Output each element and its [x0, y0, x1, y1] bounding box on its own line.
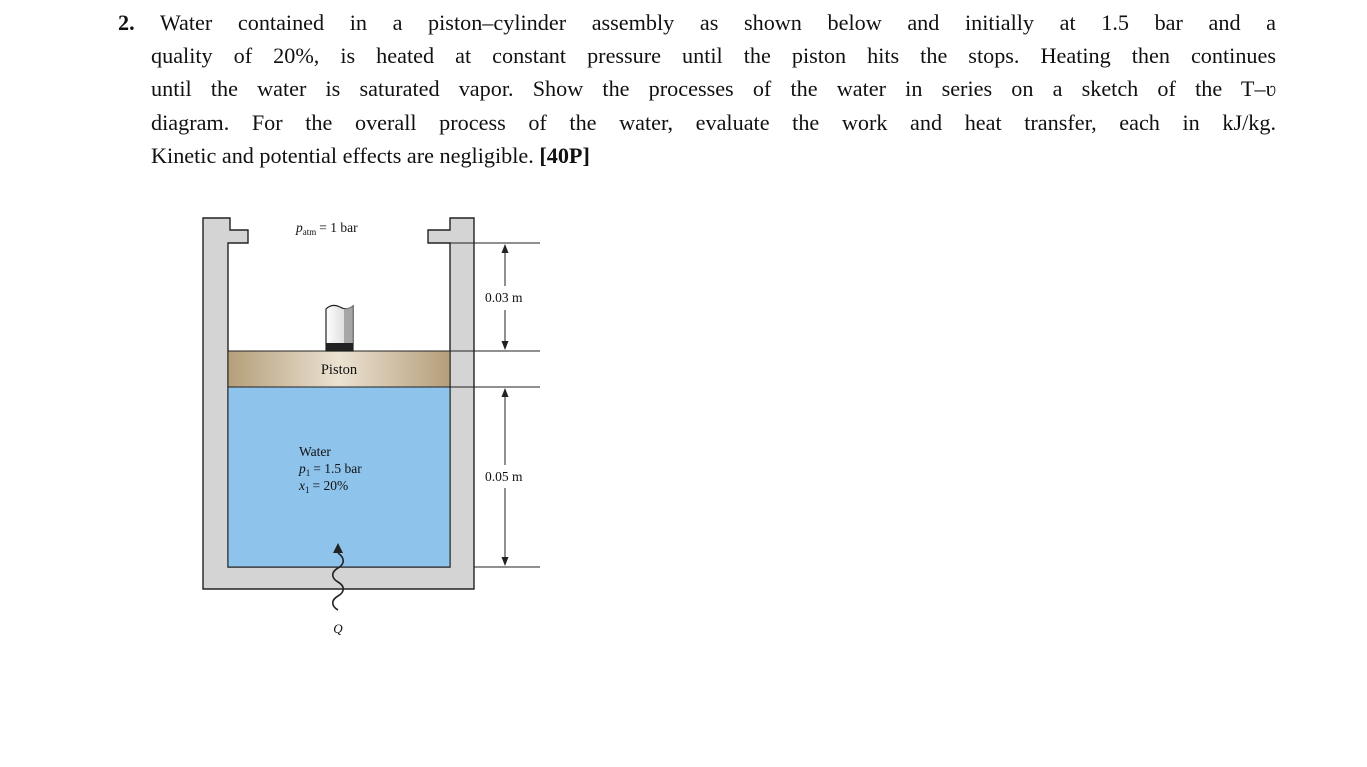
patm-value: = 1 bar [319, 220, 358, 235]
problem-line-3: until the water is saturated vapor. Show the processes of the water in series on a sketch of the T–ʋ [151, 76, 1276, 102]
problem-number: 2. [118, 10, 135, 35]
piston-label: Piston [320, 362, 358, 378]
points-label: [40P] [539, 142, 590, 168]
x1-value: = 20% [312, 478, 349, 493]
p1-subscript: 1 [305, 468, 311, 478]
patm-symbol: p [296, 220, 303, 235]
x1-symbol: x [299, 478, 305, 493]
problem-line-2: quality of 20%, is heated at constant pressure until the piston hits the stops. Heating then continues [151, 43, 1276, 69]
problem-text-1: Water contained in a piston–cylinder assembly as shown below and initially at 1.5 bar and a [159, 10, 1276, 35]
heat-label: Q [333, 621, 343, 636]
problem-text-5: Kinetic and potential effects are negligible. [151, 142, 534, 168]
problem-line-4: diagram. For the overall process of the water, evaluate the work and heat transfer, each in kJ/kg. [151, 109, 1276, 135]
patm-label [295, 220, 358, 237]
dimension-upper-label: 0.03 m [485, 290, 523, 305]
patm-subscript: atm [302, 227, 317, 237]
piston-rod-shade [344, 306, 353, 343]
p1-value: = 1.5 bar [313, 461, 362, 476]
p1-symbol: p [299, 461, 306, 476]
dimension-lower-label: 0.05 m [485, 469, 523, 484]
piston-rod-band [326, 343, 353, 351]
water-region [228, 387, 450, 567]
x1-subscript: 1 [305, 485, 310, 495]
water-title: Water [299, 444, 331, 459]
